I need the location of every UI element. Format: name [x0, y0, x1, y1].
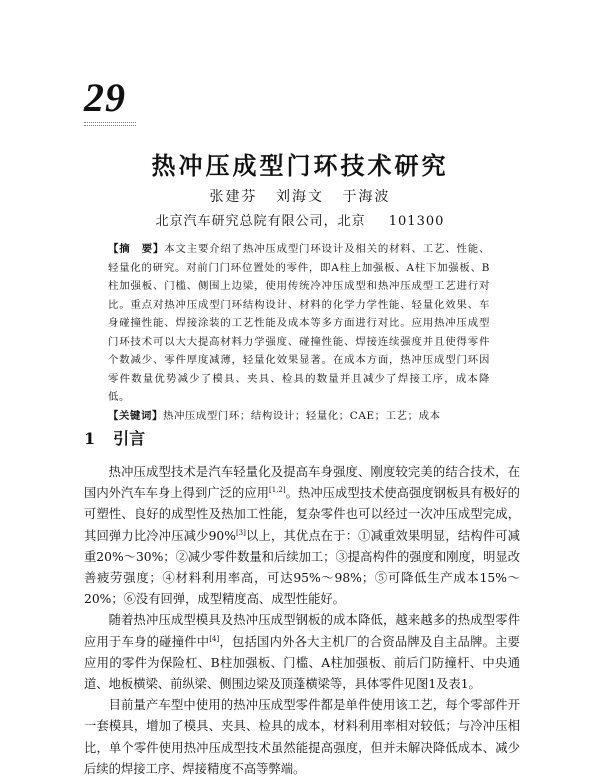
section-number: 1: [84, 429, 96, 448]
citation: [3]: [235, 528, 246, 537]
affiliation: [0, 210, 600, 229]
abstract-text: 本文主要介绍了热冲压成型门环设计及相关的材料、工艺、性能、轻量化的研究。对前门门环位置处的零件，即A柱上加强板、A柱下加强板、B柱加强板、门槛、侧围上边梁，使用传统冷冲压成型和热冲压成型工艺进行对比。重点对热冲压成型门环结构设计、材料的化学力学性能、轻量化效果、车身碰撞性能、焊接涂装的工艺性能及成本等多方面进行对比。应用热冲压成型门环技术可以大大提高材料力学强度、碰撞性能、焊接连续强度并且使得零件个数减少、零件厚度减薄，轻量化效果显著。在成本方面，热冲压成型门环因零件数量优势减少了模具、夹具、检具的数量并且减少了焊接工序，成本降低。: [108, 243, 490, 403]
authors: 张建芬 刘海文 于海波: [209, 189, 391, 205]
paper-title: 热冲压成型门环技术研究: [151, 151, 449, 180]
chapter-rule: [84, 122, 136, 126]
citation: [4]: [209, 634, 220, 643]
affiliation-org: 北京汽车研究总院有限公司，北京: [155, 214, 366, 229]
citation: [1,2]: [269, 486, 286, 495]
paragraph-text: 随着热冲压成型模具及热冲压成型钢板的成本降低，越来越多的热成型零件应用于车身的碰撞件中: [84, 613, 520, 649]
paragraph-text: 热冲压成型技术是汽车轻量化及提高车身强度、刚度较完美的结合技术，在国内外汽车车身上得到广泛的应用: [84, 465, 520, 501]
paragraph: [84, 462, 520, 610]
body-text: [84, 462, 520, 780]
paragraph: 目前量产车型中使用的热冲压成型零件都是单件使用该工艺，每个零部件开一套模具，增加了模具、夹具、检具的成本，材料利用率相对较低；与冷冲压相比，单个零件使用热冲压成型技术虽然能提高强度，但并未解决降低成本、减少后续的焊接工序、焊接精度不高等弊端。: [84, 698, 520, 776]
chapter-number: 29: [84, 75, 126, 120]
paragraph-text: 。热冲压成型技术使高强度钢板具有极好的可塑性、良好的成型性及热加工性能，复杂零件也可以经过一次冲压成型完成，其回弹力比冷冲压减少90%: [84, 486, 520, 543]
paragraph: [84, 610, 520, 695]
abstract-label: 【摘 要】: [108, 243, 165, 255]
abstract: [108, 240, 490, 425]
paragraph-text: ，包括国内外各大主机厂的合资品牌及自主品牌。主要应用的零件为保险杠、B柱加强板、门槛、A柱加强板、前后门防撞杆、中央通道、地板横梁、前纵梁、侧围边梁及顶蓬横梁等，具体零件见图1及表1。: [84, 634, 520, 692]
section-heading: [84, 426, 145, 449]
keywords: 热冲压成型门环；结构设计；轻量化；CAE；工艺；成本: [162, 409, 441, 422]
paragraph-text: 以上，其优点在于：①减重效果明显，结构件可减重20%～30%；②减少零件数量和后续加工；③提高构件的强度和刚度，明显改善疲劳强度；④材料利用率高，可达95%～98%；⑤可降低生产成本15%～20%；⑥没有回弹，成型精度高、成型性能好。: [84, 528, 520, 607]
affiliation-postcode: 101300: [388, 214, 445, 229]
section-title: 引言: [113, 429, 146, 448]
keywords-label: 【关键词】: [108, 409, 163, 422]
